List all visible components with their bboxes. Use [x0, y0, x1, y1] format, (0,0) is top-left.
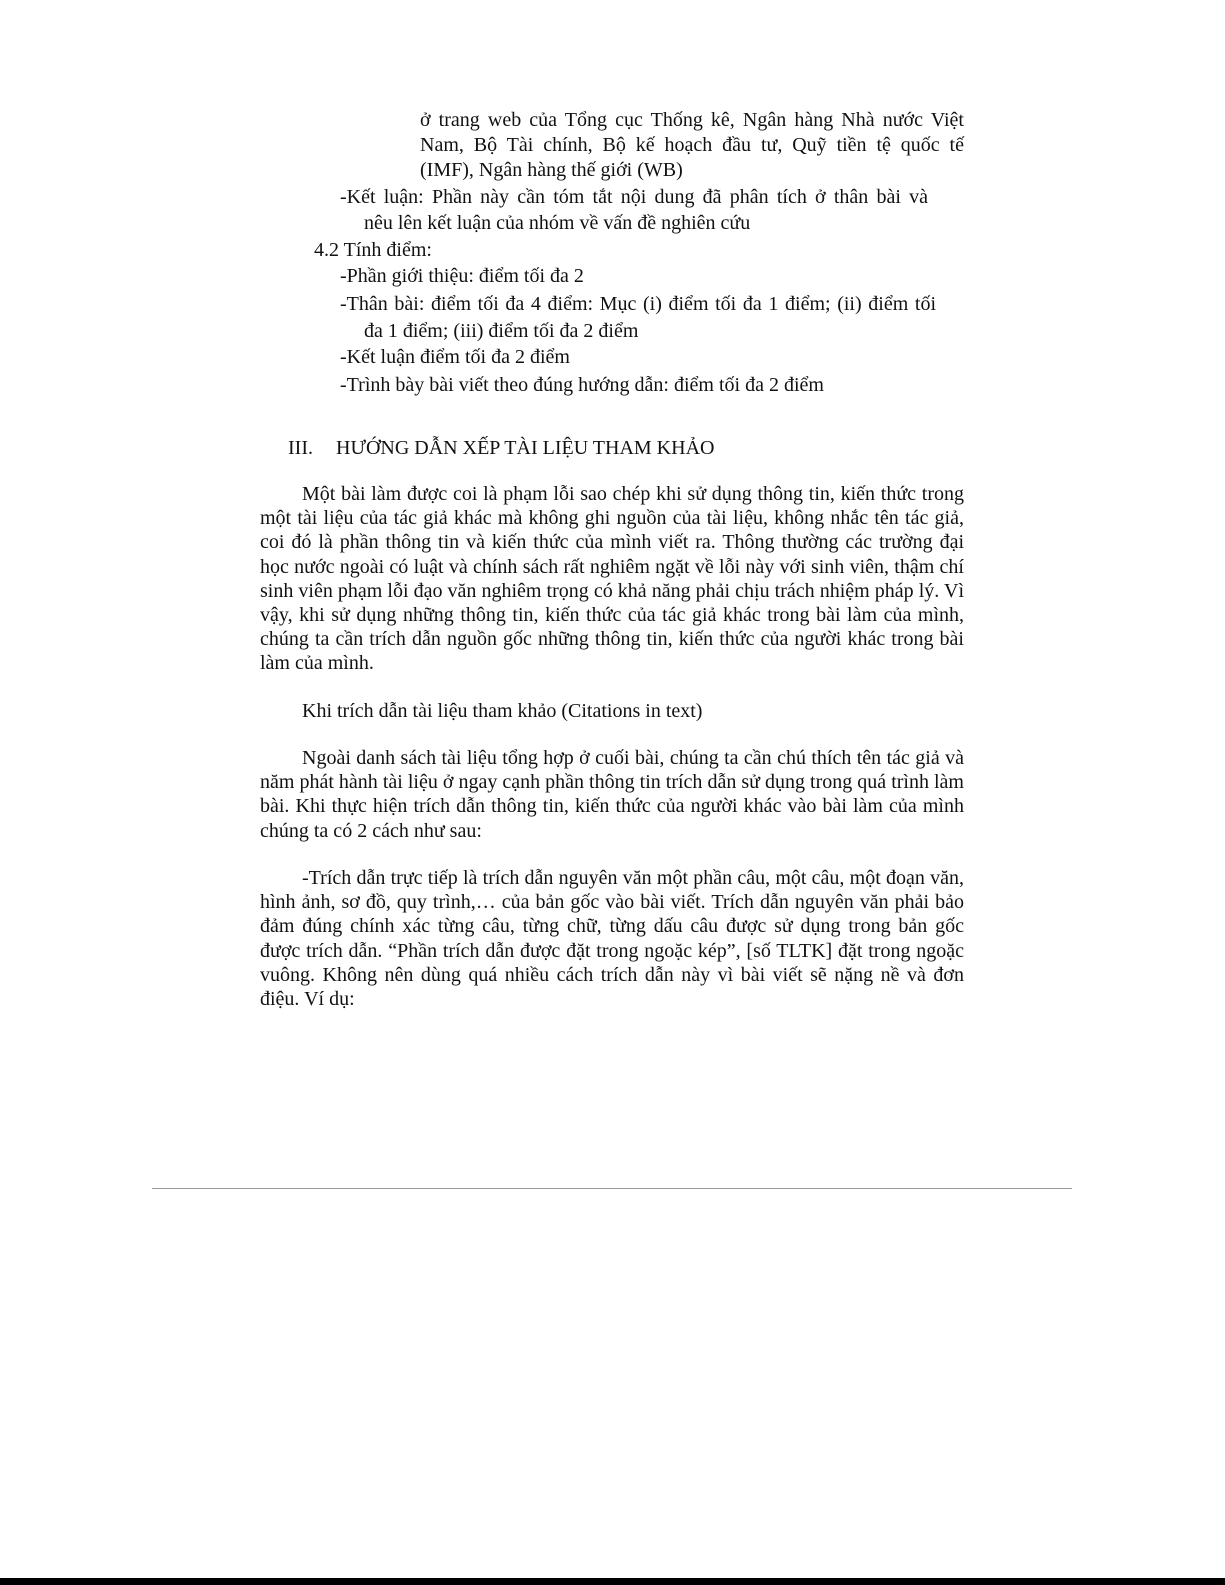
- bottom-edge-bar: [0, 1578, 1225, 1585]
- conclusion-line-2: nêu lên kết luận của nhóm về vấn đề nghiên cứu: [364, 212, 751, 234]
- scoring-body-line-2: đa 1 điểm; (iii) điểm tối đa 2 điểm: [364, 320, 639, 342]
- section-number: III.: [288, 437, 313, 459]
- plagiarism-text: Một bài làm được coi là phạm lỗi sao chép khi sử dụng thông tin, kiến thức trong một tài liệu của tác giả khác mà không ghi nguồn của tài liệu, không nhắc tên tác giả, coi đó là phần thông tin và kiến thức của mình viết ra. Thông thường các trường đại học nước ngoài có luật và chính sách rất nghiêm ngặt về lỗi này với sinh viên, thậm chí sinh viên phạm lỗi đạo văn nghiêm trọng có khả năng phải chịu trách nhiệm pháp lý. Vì vậy, khi sử dụng những thông tin, kiến thức của tác giả khác trong bài làm của mình, chúng ta cần trích dẫn nguồn gốc những thông tin, kiến thức của người khác trong bài làm của mình.: [260, 483, 964, 675]
- scoring-heading: 4.2 Tính điểm:: [314, 239, 432, 261]
- direct-quote-paragraph: [260, 866, 964, 1011]
- source-line-2: Nam, Bộ Tài chính, Bộ kế hoạch đầu tư, Quỹ tiền tệ quốc tế: [420, 134, 964, 156]
- citations-intro-text: Ngoài danh sách tài liệu tổng hợp ở cuối bài, chúng ta cần chú thích tên tác giả và năm phát hành tài liệu ở ngay cạnh phần thông tin trích dẫn sử dụng trong quá trình làm bài. Khi thực hiện trích dẫn thông tin, kiến thức của người khác vào bài làm của mình chúng ta có 2 cách như sau:: [260, 747, 964, 842]
- source-line-1: ở trang web của Tổng cục Thống kê, Ngân hàng Nhà nước Việt: [420, 109, 964, 131]
- source-line-3: (IMF), Ngân hàng thế giới (WB): [420, 159, 683, 181]
- scoring-body-line-1: -Thân bài: điểm tối đa 4 điểm: Mục (i) điểm tối đa 1 điểm; (ii) điểm tối: [340, 293, 936, 315]
- plagiarism-paragraph: [260, 482, 964, 676]
- scoring-presentation: -Trình bày bài viết theo đúng hướng dẫn: điểm tối đa 2 điểm: [340, 374, 824, 396]
- section-title: HƯỚNG DẪN XẾP TÀI LIỆU THAM KHẢO: [336, 437, 715, 459]
- citations-heading: Khi trích dẫn tài liệu tham khảo (Citations in text): [302, 700, 703, 722]
- citations-intro-paragraph: [260, 746, 964, 843]
- section-heading: [288, 436, 714, 460]
- page-divider: [152, 1188, 1072, 1189]
- conclusion-line-1: -Kết luận: Phần này cần tóm tắt nội dung đã phân tích ở thân bài và: [340, 186, 928, 208]
- direct-quote-text: -Trích dẫn trực tiếp là trích dẫn nguyên văn một phần câu, một câu, một đoạn văn, hình ảnh, sơ đồ, quy trình,… của bản gốc vào bài viết. Trích dẫn nguyên văn phải bảo đảm đúng chính xác từng câu, từng chữ, từng dấu câu được sử dụng trong bản gốc được trích dẫn. “Phần trích dẫn được đặt trong ngoặc kép”, [số TLTK] đặt trong ngoặc vuông. Không nên dùng quá nhiều cách trích dẫn này vì bài viết sẽ nặng nề và đơn điệu. Ví dụ:: [260, 867, 964, 1011]
- scoring-intro: -Phần giới thiệu: điểm tối đa 2: [340, 265, 584, 287]
- scoring-conclusion: -Kết luận điểm tối đa 2 điểm: [340, 346, 570, 368]
